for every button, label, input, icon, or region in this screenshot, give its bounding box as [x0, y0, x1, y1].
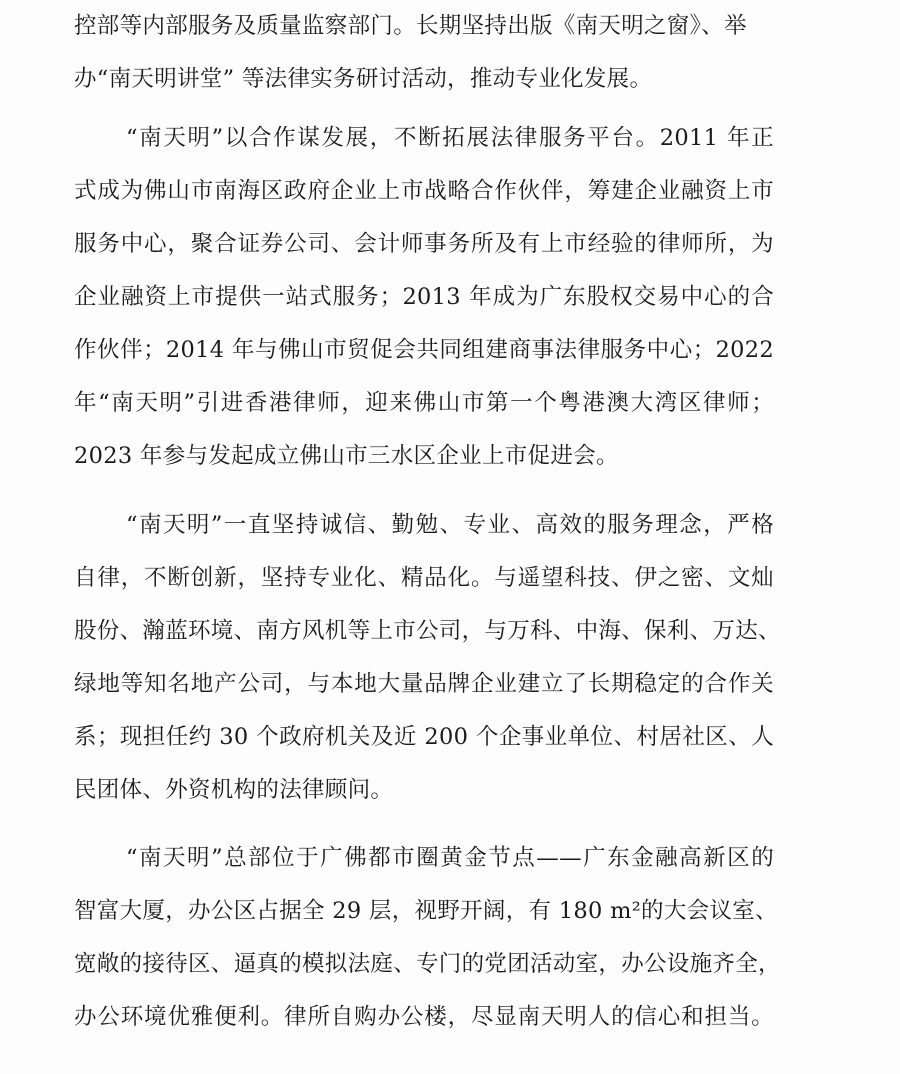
- paragraph-line: “南天明”总部位于广佛都市圈黄金节点——广东金融高新区的: [126, 845, 774, 871]
- paragraph-line: 系；现担任约 30 个政府机关及近 200 个企事业单位、村居社区、人: [74, 724, 774, 750]
- paragraph-line: 作伙伴；2014 年与佛山市贸促会共同组建商事法律服务中心；2022: [74, 337, 774, 363]
- paragraph-1: [74, 0, 774, 106]
- paragraph-line: 年“南天明”引进香港律师，迎来佛山市第一个粤港澳大湾区律师；: [74, 390, 774, 416]
- paragraph-line: 绿地等知名地产公司，与本地大量品牌企业建立了长期稳定的合作关: [74, 671, 774, 697]
- paragraph-line: 宽敞的接待区、逼真的模拟法庭、专门的党团活动室，办公设施齐全，: [74, 951, 781, 977]
- paragraph-line: “南天明”以合作谋发展，不断拓展法律服务平台。2011 年正: [126, 125, 774, 151]
- paragraph-line: 控部等内部服务及质量监察部门。长期坚持出版《南天明之窗》、举: [74, 13, 747, 39]
- paragraph-3: [74, 499, 781, 817]
- paragraph-4: [74, 832, 781, 1044]
- paragraph-line: 服务中心，聚合证券公司、会计师事务所及有上市经验的律师所，为: [74, 231, 774, 257]
- paragraph-line: 2023 年参与发起成立佛山市三水区企业上市促进会。: [74, 443, 619, 469]
- paragraph-2: [74, 112, 774, 483]
- paragraph-line: 办公环境优雅便利。律所自购办公楼，尽显南天明人的信心和担当。: [74, 1004, 774, 1030]
- paragraph-line: 企业融资上市提供一站式服务；2013 年成为广东股权交易中心的合: [74, 284, 774, 310]
- paragraph-line: 式成为佛山市南海区政府企业上市战略合作伙伴，筹建企业融资上市: [74, 178, 774, 204]
- paragraph-line: 自律，不断创新，坚持专业化、精品化。与遥望科技、伊之密、文灿: [74, 565, 774, 591]
- paragraph-line: 民团体、外资机构的法律顾问。: [74, 777, 394, 803]
- paragraph-line: 办“南天明讲堂” 等法律实务研讨活动，推动专业化发展。: [74, 66, 653, 92]
- paragraph-line: 股份、瀚蓝环境、南方风机等上市公司，与万科、中海、保利、万达、: [74, 618, 781, 644]
- paragraph-line: “南天明”一直坚持诚信、勤勉、专业、高效的服务理念，严格: [126, 512, 774, 538]
- paragraph-line: 智富大厦，办公区占据全 29 层，视野开阔，有 180 m²的大会议室、: [74, 898, 778, 924]
